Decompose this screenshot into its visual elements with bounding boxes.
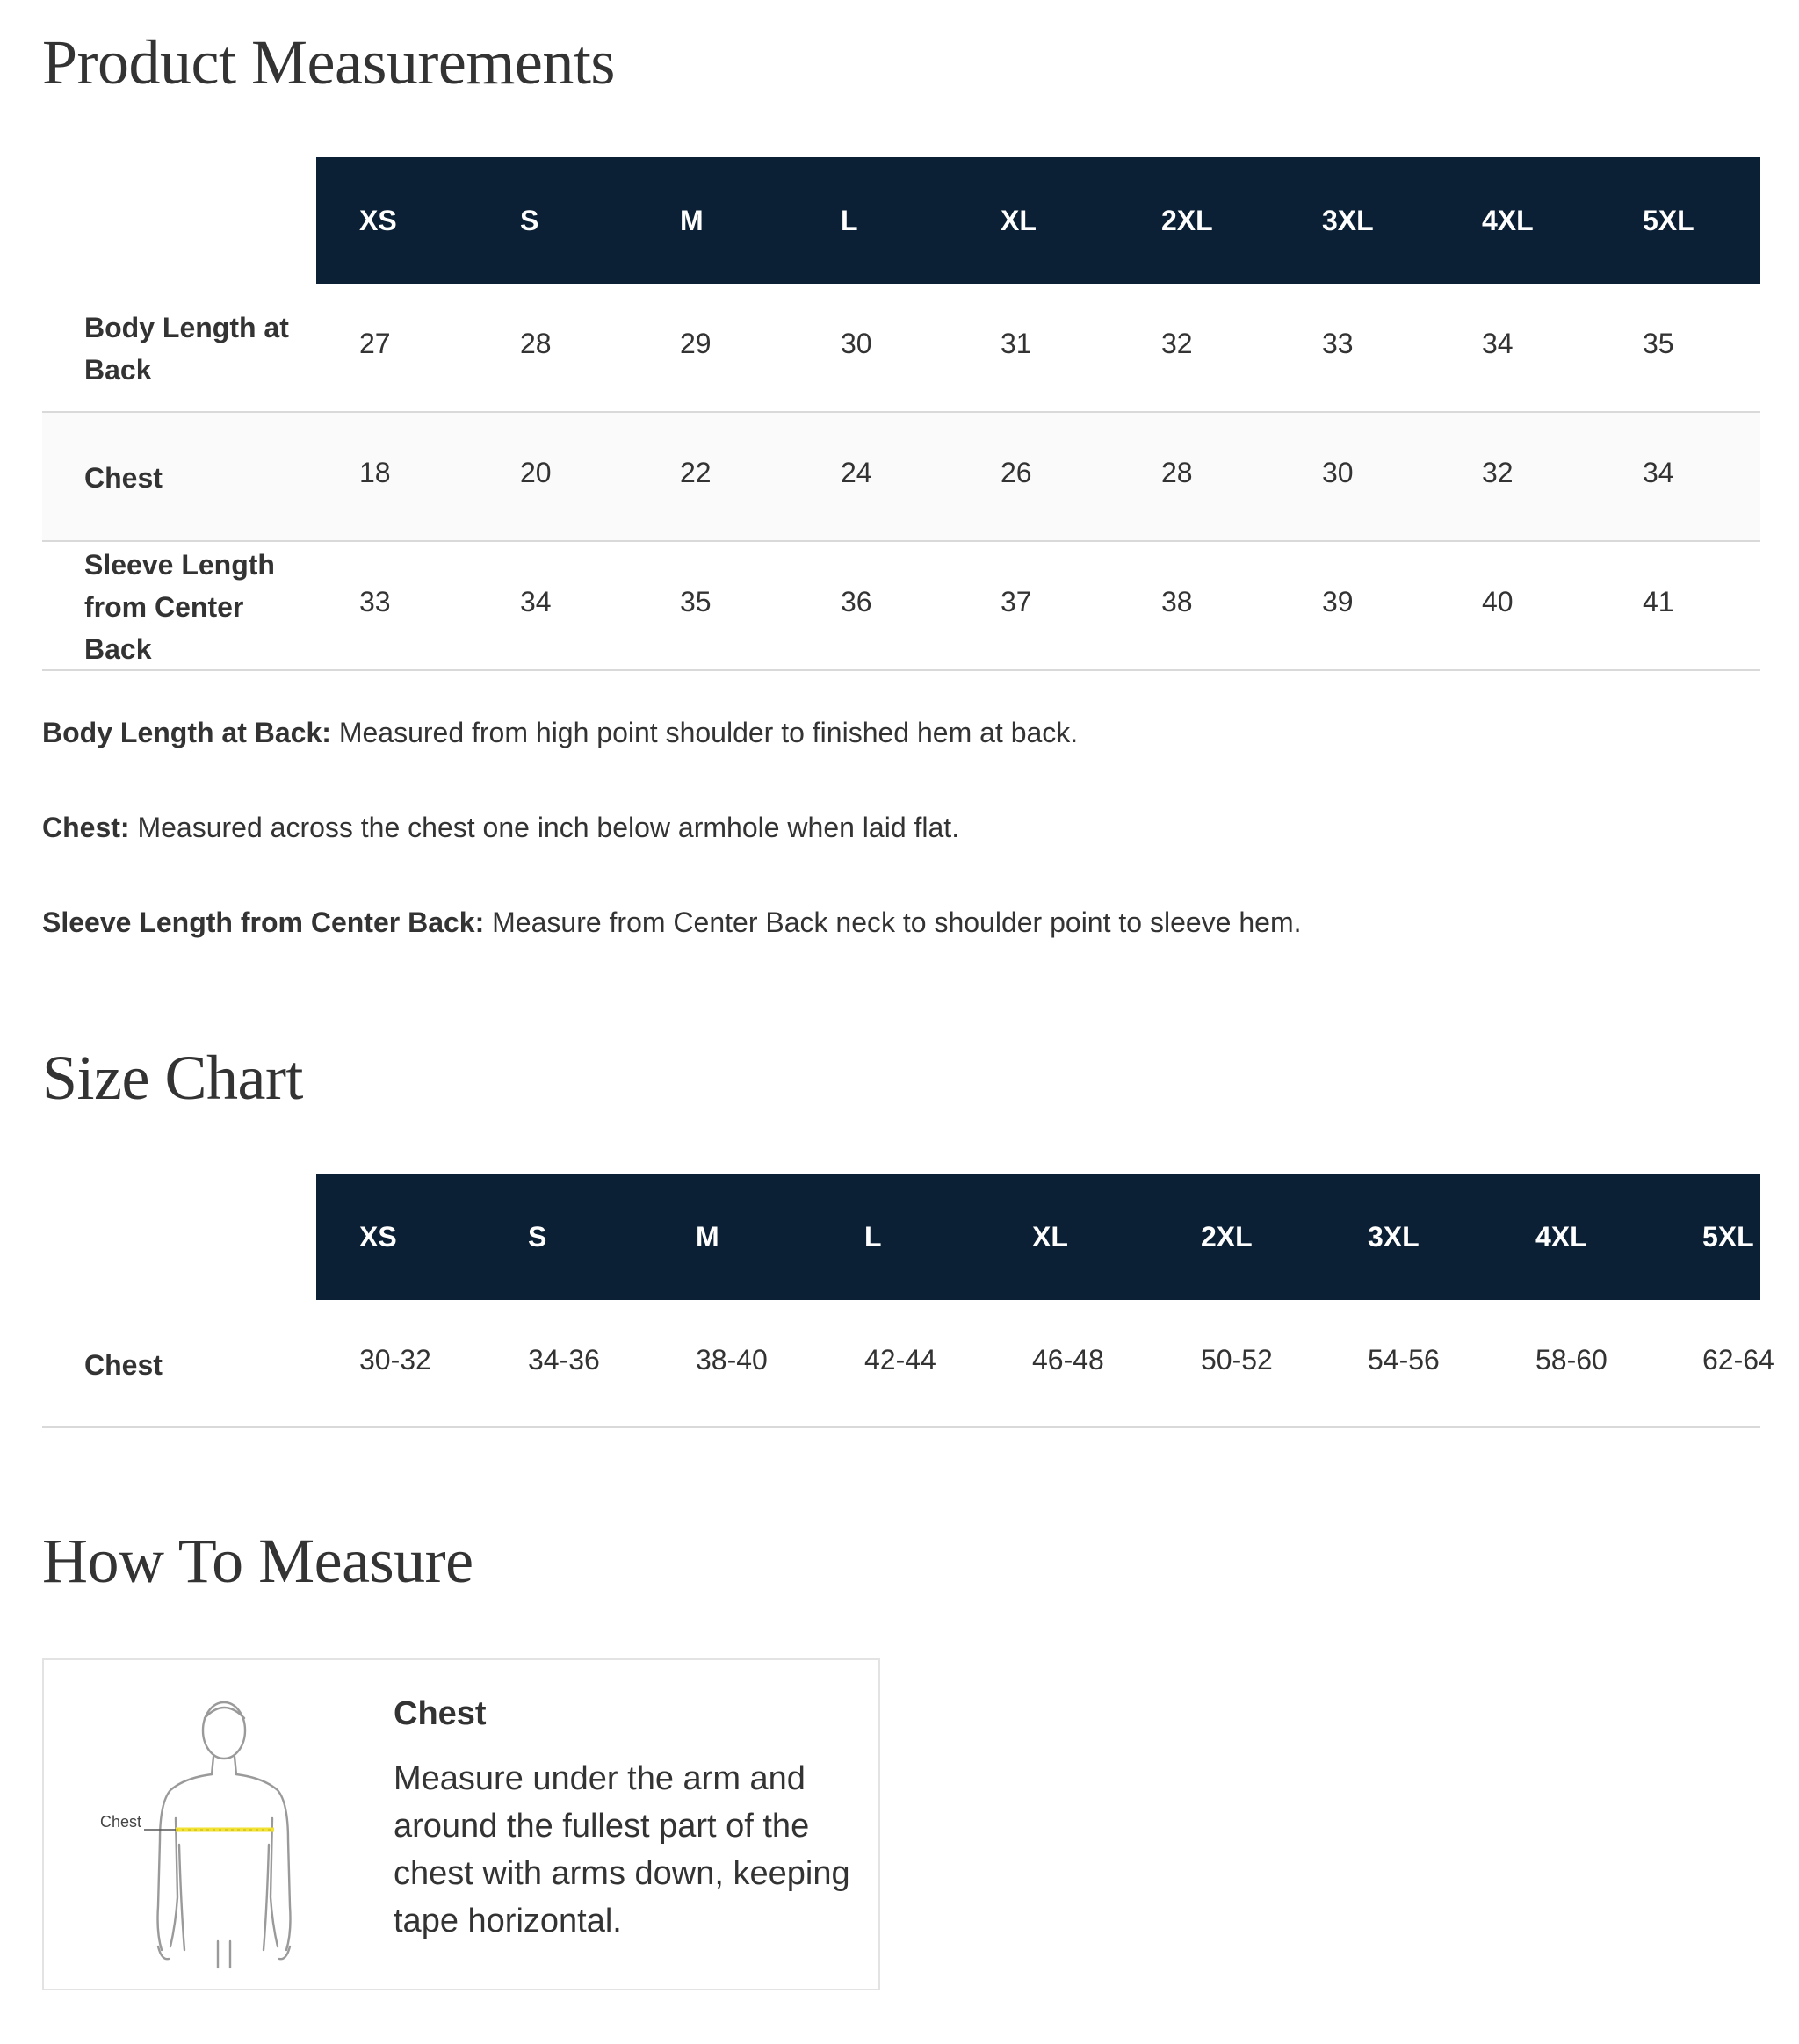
table-cell: 62-64 [1702,1344,1774,1376]
measure-card-chest [42,1658,880,1990]
size-header: 5XL [1702,1221,1754,1253]
card-text: Measure under the arm and around the fullest part of the chest with arms down, keeping tape horizontal. [394,1760,850,1939]
table-row [42,542,1760,671]
size-header: S [528,1221,547,1253]
size-header: 5XL [1643,205,1694,236]
size-header: XL [1032,1221,1068,1253]
table-cell: 36 [841,586,872,618]
table-cell: 34-36 [528,1344,600,1376]
size-header: 2XL [1201,1221,1253,1253]
size-header: L [841,205,858,236]
table-header [316,1174,1760,1300]
table-cell: 28 [1161,457,1193,488]
product-measurements-title: Product Measurements [42,27,615,98]
size-header: 3XL [1368,1221,1420,1253]
table-cell: 42-44 [864,1344,936,1376]
size-header: 2XL [1161,205,1213,236]
size-header: 3XL [1322,205,1374,236]
table-cell: 38-40 [696,1344,768,1376]
table-cell: 18 [359,457,391,488]
note-text: Measured from high point shoulder to finished hem at back. [330,717,1079,748]
table-cell: 34 [520,586,552,618]
table-cell: 34 [1482,328,1514,359]
note-term: Body Length at Back: [42,717,331,748]
measurement-note [42,717,1078,749]
table-cell: 28 [520,328,552,359]
table-cell: 30 [1322,457,1354,488]
table-cell: 32 [1482,457,1514,488]
table-cell: 38 [1161,586,1193,618]
row-label: Body Length at Back [84,312,289,386]
table-cell: 24 [841,457,872,488]
size-header: XS [359,205,397,236]
size-header: M [680,205,704,236]
table-cell: 20 [520,457,552,488]
size-header: 4XL [1482,205,1534,236]
table-cell: 39 [1322,586,1354,618]
table-cell: 22 [680,457,712,488]
measurement-note [42,906,1301,939]
size-chart-table [42,1174,1774,1428]
table-row [42,1300,1774,1428]
table-cell: 46-48 [1032,1344,1104,1376]
table-cell: 33 [359,586,391,618]
note-text: Measure from Center Back neck to shoulder point to sleeve hem. [484,906,1302,938]
size-header: XS [359,1221,397,1253]
note-term: Sleeve Length from Center Back: [42,906,485,938]
table-cell: 34 [1643,457,1674,488]
row-label: Chest [84,1349,163,1381]
table-cell: 50-52 [1201,1344,1273,1376]
row-label: Sleeve Length from Center Back [84,549,275,665]
table-cell: 30 [841,328,872,359]
row-label: Chest [84,462,163,494]
product-measurements-table [42,157,1760,671]
table-cell: 35 [680,586,712,618]
size-header: M [696,1221,719,1253]
note-text: Measured across the chest one inch below armhole when laid flat. [129,812,960,843]
table-cell: 40 [1482,586,1514,618]
measurement-note [42,812,959,844]
table-cell: 33 [1322,328,1354,359]
table-cell: 31 [1001,328,1032,359]
card-title: Chest [394,1695,487,1732]
table-cell: 54-56 [1368,1344,1440,1376]
note-term: Chest: [42,812,130,843]
size-header: 4XL [1535,1221,1587,1253]
table-cell: 37 [1001,586,1032,618]
table-row [42,284,1760,413]
table-row [42,413,1760,542]
table-cell: 58-60 [1535,1344,1608,1376]
table-header [316,157,1760,284]
size-header: S [520,205,539,236]
table-cell: 29 [680,328,712,359]
size-chart-title: Size Chart [42,1043,303,1113]
table-cell: 41 [1643,586,1674,618]
table-cell: 30-32 [359,1344,431,1376]
size-header: XL [1001,205,1037,236]
table-cell: 26 [1001,457,1032,488]
size-header: L [864,1221,882,1253]
table-cell: 35 [1643,328,1674,359]
figure-label: Chest [100,1813,142,1831]
table-cell: 27 [359,328,391,359]
how-to-measure-title: How To Measure [42,1526,473,1596]
table-cell: 32 [1161,328,1193,359]
chest-measurement-figure-icon [88,1686,360,1968]
